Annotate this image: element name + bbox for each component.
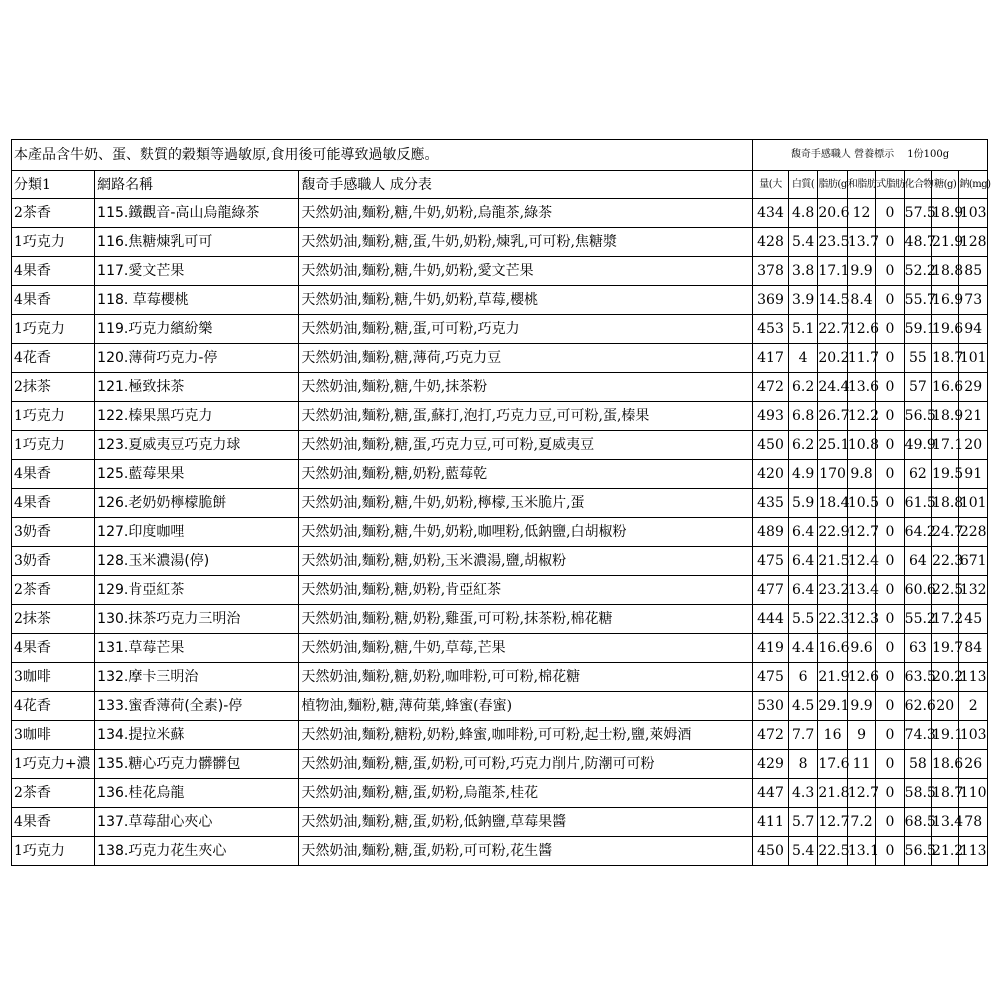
- cell-ingredients: 天然奶油,麵粉,糖,奶粉,藍莓乾: [299, 460, 753, 489]
- cell-sodium: 26: [959, 750, 988, 779]
- table-row: [12, 228, 988, 257]
- cell-trans-fat: 0: [876, 837, 904, 866]
- cell-category: 1巧克力: [12, 402, 95, 431]
- cell-trans-fat: 0: [876, 373, 904, 402]
- table-row: [12, 692, 988, 721]
- cell-protein: 4: [788, 344, 817, 373]
- cell-ingredients: 天然奶油,麵粉,糖,奶粉,咖啡粉,可可粉,棉花糖: [299, 663, 753, 692]
- cell-sat-fat: 12.6: [847, 315, 875, 344]
- cell-fat: 24.4: [818, 373, 847, 402]
- cell-calories: 444: [753, 605, 789, 634]
- cell-sugar: 18.7: [932, 344, 959, 373]
- cell-ingredients: 天然奶油,麵粉,糖,奶粉,肯亞紅茶: [299, 576, 753, 605]
- cell-fat: 20.2: [818, 344, 847, 373]
- cell-fat: 17.6: [818, 750, 847, 779]
- table-row: [12, 460, 988, 489]
- cell-name: 135.糖心巧克力髒髒包: [95, 750, 299, 779]
- cell-category: 4花香: [12, 344, 95, 373]
- cell-calories: 477: [753, 576, 789, 605]
- cell-carbs: 64.2: [904, 518, 931, 547]
- cell-sodium: 113: [959, 663, 988, 692]
- cell-sat-fat: 13.1: [847, 837, 875, 866]
- cell-sodium: 73: [959, 286, 988, 315]
- cell-category: 3奶香: [12, 518, 95, 547]
- cell-sat-fat: 10.5: [847, 489, 875, 518]
- cell-fat: 16.6: [818, 634, 847, 663]
- cell-calories: 411: [753, 808, 789, 837]
- cell-sodium: 78: [959, 808, 988, 837]
- cell-sat-fat: 11: [847, 750, 875, 779]
- cell-category: 2茶香: [12, 779, 95, 808]
- cell-calories: 475: [753, 547, 789, 576]
- cell-protein: 3.8: [788, 257, 817, 286]
- cell-name: 132.摩卡三明治: [95, 663, 299, 692]
- cell-ingredients: 天然奶油,麵粉,糖,蛋,可可粉,巧克力: [299, 315, 753, 344]
- cell-sodium: 132: [959, 576, 988, 605]
- cell-calories: 450: [753, 837, 789, 866]
- header-fat: 脂肪(g: [818, 171, 847, 199]
- header-sodium: 鈉(mg): [959, 171, 988, 199]
- cell-sat-fat: 13.4: [847, 576, 875, 605]
- cell-category: 1巧克力: [12, 228, 95, 257]
- cell-sat-fat: 12: [847, 199, 875, 228]
- cell-protein: 5.4: [788, 228, 817, 257]
- cell-sat-fat: 12.6: [847, 663, 875, 692]
- cell-sodium: 671: [959, 547, 988, 576]
- cell-sugar: 18.9: [932, 199, 959, 228]
- table-row: [12, 779, 988, 808]
- cell-ingredients: 天然奶油,麵粉,糖,牛奶,奶粉,烏龍茶,綠茶: [299, 199, 753, 228]
- cell-trans-fat: 0: [876, 199, 904, 228]
- cell-sodium: 21: [959, 402, 988, 431]
- table-row: [12, 547, 988, 576]
- cell-sodium: 101: [959, 344, 988, 373]
- cell-protein: 8: [788, 750, 817, 779]
- cell-protein: 6.8: [788, 402, 817, 431]
- cell-sodium: 84: [959, 634, 988, 663]
- cell-sugar: 22.5: [932, 576, 959, 605]
- cell-ingredients: 天然奶油,麵粉,糖,牛奶,奶粉,草莓,櫻桃: [299, 286, 753, 315]
- cell-sat-fat: 10.8: [847, 431, 875, 460]
- cell-trans-fat: 0: [876, 750, 904, 779]
- cell-trans-fat: 0: [876, 721, 904, 750]
- cell-sodium: 94: [959, 315, 988, 344]
- cell-ingredients: 植物油,麵粉,糖,薄荷葉,蜂蜜(春蜜): [299, 692, 753, 721]
- cell-calories: 429: [753, 750, 789, 779]
- cell-protein: 4.5: [788, 692, 817, 721]
- cell-trans-fat: 0: [876, 344, 904, 373]
- header-carbs: 化合物: [904, 171, 931, 199]
- cell-name: 126.老奶奶檸檬脆餅: [95, 489, 299, 518]
- cell-carbs: 48.7: [904, 228, 931, 257]
- cell-trans-fat: 0: [876, 402, 904, 431]
- cell-category: 3咖啡: [12, 721, 95, 750]
- header-trans-fat: 式脂肪: [876, 171, 904, 199]
- cell-sugar: 21.2: [932, 837, 959, 866]
- cell-calories: 428: [753, 228, 789, 257]
- cell-calories: 530: [753, 692, 789, 721]
- cell-sat-fat: 9.9: [847, 257, 875, 286]
- cell-carbs: 55.2: [904, 605, 931, 634]
- cell-trans-fat: 0: [876, 286, 904, 315]
- cell-trans-fat: 0: [876, 779, 904, 808]
- cell-ingredients: 天然奶油,麵粉,糖,奶粉,玉米濃湯,鹽,胡椒粉: [299, 547, 753, 576]
- cell-calories: 472: [753, 373, 789, 402]
- cell-ingredients: 天然奶油,麵粉,糖,牛奶,抹茶粉: [299, 373, 753, 402]
- cell-name: 118. 草莓櫻桃: [95, 286, 299, 315]
- cell-fat: 26.7: [818, 402, 847, 431]
- cell-trans-fat: 0: [876, 663, 904, 692]
- header-protein: 白質(: [788, 171, 817, 199]
- cell-sugar: 21.9: [932, 228, 959, 257]
- table-row: [12, 373, 988, 402]
- cell-name: 120.薄荷巧克力-停: [95, 344, 299, 373]
- cell-protein: 5.7: [788, 808, 817, 837]
- table-row: [12, 286, 988, 315]
- cell-sugar: 22.3: [932, 547, 959, 576]
- cell-fat: 25.1: [818, 431, 847, 460]
- cell-sugar: 19.5: [932, 460, 959, 489]
- cell-calories: 435: [753, 489, 789, 518]
- cell-sugar: 18.8: [932, 489, 959, 518]
- cell-sugar: 19.7: [932, 634, 959, 663]
- cell-protein: 3.9: [788, 286, 817, 315]
- cell-protein: 6.4: [788, 576, 817, 605]
- cell-carbs: 49.9: [904, 431, 931, 460]
- cell-ingredients: 天然奶油,麵粉,糖,蛋,奶粉,可可粉,花生醬: [299, 837, 753, 866]
- cell-sat-fat: 12.4: [847, 547, 875, 576]
- cell-name: 121.極致抹茶: [95, 373, 299, 402]
- cell-category: 4花香: [12, 692, 95, 721]
- table-row: [12, 634, 988, 663]
- cell-name: 136.桂花烏龍: [95, 779, 299, 808]
- cell-category: 4果香: [12, 489, 95, 518]
- cell-trans-fat: 0: [876, 634, 904, 663]
- cell-trans-fat: 0: [876, 257, 904, 286]
- cell-sugar: 19.6: [932, 315, 959, 344]
- cell-name: 117.愛文芒果: [95, 257, 299, 286]
- cell-name: 116.焦糖煉乳可可: [95, 228, 299, 257]
- cell-carbs: 60.6: [904, 576, 931, 605]
- table-row: [12, 257, 988, 286]
- cell-protein: 6.2: [788, 431, 817, 460]
- cell-carbs: 56.5: [904, 402, 931, 431]
- cell-sat-fat: 11.7: [847, 344, 875, 373]
- cell-calories: 493: [753, 402, 789, 431]
- cell-calories: 489: [753, 518, 789, 547]
- cell-protein: 5.5: [788, 605, 817, 634]
- cell-category: 3咖啡: [12, 663, 95, 692]
- cell-calories: 472: [753, 721, 789, 750]
- cell-ingredients: 天然奶油,麵粉,糖,蛋,牛奶,奶粉,煉乳,可可粉,焦糖漿: [299, 228, 753, 257]
- table-row: [12, 431, 988, 460]
- cell-fat: 21.5: [818, 547, 847, 576]
- cell-trans-fat: 0: [876, 547, 904, 576]
- cell-calories: 453: [753, 315, 789, 344]
- cell-sugar: 20.2: [932, 663, 959, 692]
- cell-sodium: 110: [959, 779, 988, 808]
- cell-fat: 29.1: [818, 692, 847, 721]
- cell-category: 2抹茶: [12, 373, 95, 402]
- cell-category: 2茶香: [12, 199, 95, 228]
- table-row: [12, 750, 988, 779]
- cell-fat: 20.6: [818, 199, 847, 228]
- cell-sodium: 103: [959, 721, 988, 750]
- cell-ingredients: 天然奶油,麵粉,糖,牛奶,奶粉,愛文芒果: [299, 257, 753, 286]
- cell-name: 115.鐵觀音-高山烏龍綠茶: [95, 199, 299, 228]
- cell-sodium: 128: [959, 228, 988, 257]
- cell-sugar: 18.9: [932, 402, 959, 431]
- cell-carbs: 62: [904, 460, 931, 489]
- cell-fat: 23.5: [818, 228, 847, 257]
- cell-fat: 22.3: [818, 605, 847, 634]
- cell-carbs: 62.6: [904, 692, 931, 721]
- cell-category: 4果香: [12, 634, 95, 663]
- cell-calories: 434: [753, 199, 789, 228]
- cell-calories: 417: [753, 344, 789, 373]
- cell-sodium: 20: [959, 431, 988, 460]
- cell-category: 1巧克力: [12, 315, 95, 344]
- cell-ingredients: 天然奶油,麵粉,糖粉,奶粉,蜂蜜,咖啡粉,可可粉,起士粉,鹽,萊姆酒: [299, 721, 753, 750]
- cell-sat-fat: 7.2: [847, 808, 875, 837]
- cell-protein: 7.7: [788, 721, 817, 750]
- cell-category: 2茶香: [12, 576, 95, 605]
- nutrition-table: [11, 139, 991, 866]
- cell-sat-fat: 12.2: [847, 402, 875, 431]
- table-row: [12, 199, 988, 228]
- cell-category: 2抹茶: [12, 605, 95, 634]
- cell-fat: 14.5: [818, 286, 847, 315]
- cell-carbs: 52.2: [904, 257, 931, 286]
- cell-name: 134.提拉米蘇: [95, 721, 299, 750]
- cell-carbs: 57: [904, 373, 931, 402]
- cell-calories: 369: [753, 286, 789, 315]
- cell-carbs: 55.7: [904, 286, 931, 315]
- cell-protein: 6.4: [788, 547, 817, 576]
- cell-protein: 4.4: [788, 634, 817, 663]
- cell-protein: 6: [788, 663, 817, 692]
- cell-fat: 12.7: [818, 808, 847, 837]
- table-row: [12, 663, 988, 692]
- cell-fat: 17.1: [818, 257, 847, 286]
- cell-carbs: 74.3: [904, 721, 931, 750]
- cell-name: 128.玉米濃湯(停): [95, 547, 299, 576]
- cell-carbs: 58.5: [904, 779, 931, 808]
- cell-carbs: 57.5: [904, 199, 931, 228]
- cell-sat-fat: 9: [847, 721, 875, 750]
- header-name: 網路名稱: [95, 171, 299, 199]
- cell-carbs: 58: [904, 750, 931, 779]
- cell-fat: 22.9: [818, 518, 847, 547]
- cell-sat-fat: 9.8: [847, 460, 875, 489]
- cell-sodium: 85: [959, 257, 988, 286]
- cell-carbs: 63: [904, 634, 931, 663]
- cell-carbs: 64: [904, 547, 931, 576]
- cell-fat: 22.5: [818, 837, 847, 866]
- header-calories: 量(大: [753, 171, 789, 199]
- nutrition-title: 馥奇手感職人 營養標示 1份100g: [753, 140, 988, 171]
- cell-carbs: 68.5: [904, 808, 931, 837]
- cell-trans-fat: 0: [876, 315, 904, 344]
- allergen-notice: 本產品含牛奶、蛋、麩質的穀類等過敏原,食用後可能導致過敏反應。: [12, 140, 753, 171]
- cell-calories: 447: [753, 779, 789, 808]
- table-row: [12, 721, 988, 750]
- cell-name: 133.蜜香薄荷(全素)-停: [95, 692, 299, 721]
- cell-name: 129.肯亞紅茶: [95, 576, 299, 605]
- cell-protein: 4.8: [788, 199, 817, 228]
- cell-sat-fat: 12.3: [847, 605, 875, 634]
- cell-calories: 450: [753, 431, 789, 460]
- cell-trans-fat: 0: [876, 431, 904, 460]
- cell-trans-fat: 0: [876, 460, 904, 489]
- cell-sodium: 228: [959, 518, 988, 547]
- cell-sodium: 91: [959, 460, 988, 489]
- cell-ingredients: 天然奶油,麵粉,糖,蛋,奶粉,烏龍茶,桂花: [299, 779, 753, 808]
- cell-sat-fat: 13.7: [847, 228, 875, 257]
- header-row: [12, 171, 988, 199]
- cell-ingredients: 天然奶油,麵粉,糖,牛奶,草莓,芒果: [299, 634, 753, 663]
- cell-sat-fat: 8.4: [847, 286, 875, 315]
- cell-ingredients: 天然奶油,麵粉,糖,蛋,奶粉,低鈉鹽,草莓果醬: [299, 808, 753, 837]
- cell-category: 3奶香: [12, 547, 95, 576]
- cell-ingredients: 天然奶油,麵粉,糖,蛋,蘇打,泡打,巧克力豆,可可粉,蛋,榛果: [299, 402, 753, 431]
- cell-name: 119.巧克力繽紛樂: [95, 315, 299, 344]
- cell-sodium: 101: [959, 489, 988, 518]
- cell-name: 137.草莓甜心夾心: [95, 808, 299, 837]
- cell-fat: 23.2: [818, 576, 847, 605]
- cell-protein: 5.4: [788, 837, 817, 866]
- cell-sugar: 20: [932, 692, 959, 721]
- table-row: [12, 808, 988, 837]
- cell-trans-fat: 0: [876, 489, 904, 518]
- cell-sodium: 45: [959, 605, 988, 634]
- cell-carbs: 55: [904, 344, 931, 373]
- cell-name: 125.藍莓果果: [95, 460, 299, 489]
- cell-protein: 5.1: [788, 315, 817, 344]
- table-row: [12, 402, 988, 431]
- cell-calories: 378: [753, 257, 789, 286]
- cell-trans-fat: 0: [876, 576, 904, 605]
- cell-sodium: 113: [959, 837, 988, 866]
- cell-sugar: 17.2: [932, 605, 959, 634]
- cell-sugar: 16.6: [932, 373, 959, 402]
- table-row: [12, 837, 988, 866]
- cell-sugar: 19.1: [932, 721, 959, 750]
- cell-sodium: 103: [959, 199, 988, 228]
- cell-sat-fat: 12.7: [847, 779, 875, 808]
- table-row: [12, 315, 988, 344]
- cell-sugar: 18.7: [932, 779, 959, 808]
- cell-sat-fat: 12.7: [847, 518, 875, 547]
- cell-trans-fat: 0: [876, 692, 904, 721]
- title-row: [12, 140, 988, 171]
- table-row: [12, 489, 988, 518]
- header-sugar: 糖(g): [932, 171, 959, 199]
- header-ingredients: 馥奇手感職人 成分表: [299, 171, 753, 199]
- cell-calories: 420: [753, 460, 789, 489]
- cell-ingredients: 天然奶油,麵粉,糖,奶粉,雞蛋,可可粉,抹茶粉,棉花糖: [299, 605, 753, 634]
- cell-category: 1巧克力: [12, 837, 95, 866]
- cell-sat-fat: 9.9: [847, 692, 875, 721]
- cell-calories: 475: [753, 663, 789, 692]
- cell-fat: 16: [818, 721, 847, 750]
- cell-name: 122.榛果黑巧克力: [95, 402, 299, 431]
- cell-sugar: 18.8: [932, 257, 959, 286]
- cell-ingredients: 天然奶油,麵粉,糖,蛋,巧克力豆,可可粉,夏威夷豆: [299, 431, 753, 460]
- cell-sugar: 17.1: [932, 431, 959, 460]
- cell-fat: 170: [818, 460, 847, 489]
- cell-ingredients: 天然奶油,麵粉,糖,蛋,奶粉,可可粉,巧克力削片,防潮可可粉: [299, 750, 753, 779]
- cell-sat-fat: 9.6: [847, 634, 875, 663]
- cell-category: 4果香: [12, 808, 95, 837]
- cell-calories: 419: [753, 634, 789, 663]
- cell-ingredients: 天然奶油,麵粉,糖,薄荷,巧克力豆: [299, 344, 753, 373]
- cell-protein: 4.3: [788, 779, 817, 808]
- header-category: 分類1: [12, 171, 95, 199]
- cell-category: 4果香: [12, 460, 95, 489]
- cell-trans-fat: 0: [876, 605, 904, 634]
- cell-carbs: 61.5: [904, 489, 931, 518]
- cell-sat-fat: 13.6: [847, 373, 875, 402]
- cell-name: 127.印度咖哩: [95, 518, 299, 547]
- cell-name: 123.夏威夷豆巧克力球: [95, 431, 299, 460]
- cell-category: 4果香: [12, 257, 95, 286]
- cell-ingredients: 天然奶油,麵粉,糖,牛奶,奶粉,咖哩粉,低鈉鹽,白胡椒粉: [299, 518, 753, 547]
- cell-protein: 6.2: [788, 373, 817, 402]
- cell-trans-fat: 0: [876, 228, 904, 257]
- cell-category: 1巧克力: [12, 431, 95, 460]
- table-row: [12, 518, 988, 547]
- cell-sugar: 13.4: [932, 808, 959, 837]
- cell-name: 131.草莓芒果: [95, 634, 299, 663]
- cell-sodium: 2: [959, 692, 988, 721]
- cell-protein: 4.9: [788, 460, 817, 489]
- cell-carbs: 63.5: [904, 663, 931, 692]
- cell-sodium: 29: [959, 373, 988, 402]
- cell-sugar: 16.9: [932, 286, 959, 315]
- header-sat-fat: 和脂肪: [847, 171, 875, 199]
- cell-trans-fat: 0: [876, 518, 904, 547]
- cell-sugar: 24.7: [932, 518, 959, 547]
- cell-ingredients: 天然奶油,麵粉,糖,牛奶,奶粉,檸檬,玉米脆片,蛋: [299, 489, 753, 518]
- cell-protein: 6.4: [788, 518, 817, 547]
- cell-fat: 21.8: [818, 779, 847, 808]
- cell-protein: 5.9: [788, 489, 817, 518]
- cell-name: 130.抹茶巧克力三明治: [95, 605, 299, 634]
- cell-name: 138.巧克力花生夾心: [95, 837, 299, 866]
- cell-trans-fat: 0: [876, 808, 904, 837]
- cell-carbs: 59.1: [904, 315, 931, 344]
- table-row: [12, 344, 988, 373]
- cell-fat: 22.7: [818, 315, 847, 344]
- cell-category: 1巧克力+濃: [12, 750, 95, 779]
- cell-fat: 18.4: [818, 489, 847, 518]
- cell-carbs: 56.5: [904, 837, 931, 866]
- cell-sugar: 18.6: [932, 750, 959, 779]
- cell-category: 4果香: [12, 286, 95, 315]
- table-row: [12, 576, 988, 605]
- table-row: [12, 605, 988, 634]
- cell-fat: 21.9: [818, 663, 847, 692]
